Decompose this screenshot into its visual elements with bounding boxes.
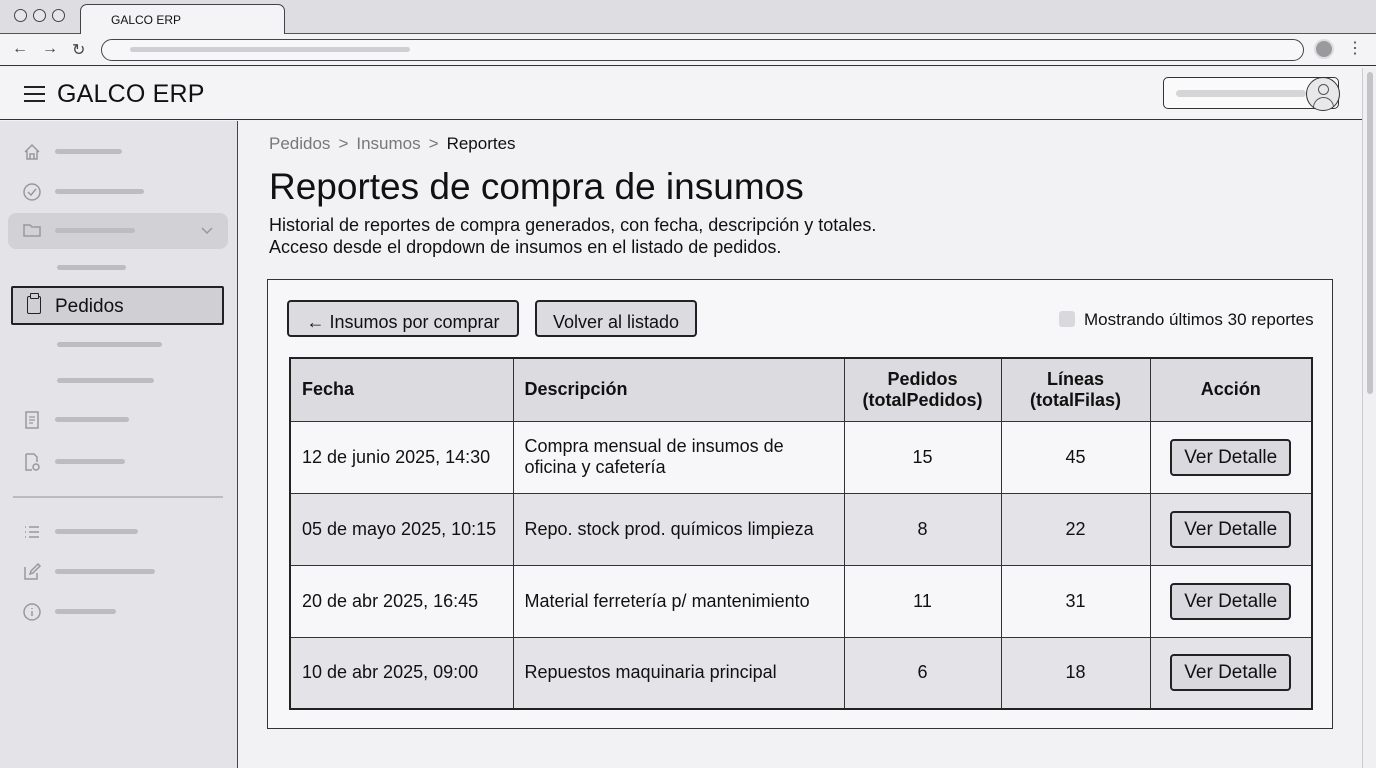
ver-detalle-button[interactable]: Ver Detalle [1170,511,1291,548]
edit-icon [22,562,42,582]
cell-descripcion: Repuestos maquinaria principal [513,637,844,709]
window-close-dot[interactable] [14,9,27,22]
sidebar-divider [13,496,223,498]
sidebar-subitem[interactable] [57,342,162,347]
browser-tab[interactable] [80,4,285,35]
url-input[interactable] [101,39,1304,61]
volver-al-listado-button[interactable]: Volver al listado [535,300,697,337]
browser-tab-title: GALCO ERP [111,13,182,27]
description-line-1: Historial de reportes de compra generados, con fecha, descripción y totales. [269,215,877,235]
table-header-row [290,358,1312,421]
cell-lineas: 18 [1001,637,1150,709]
ver-detalle-button[interactable]: Ver Detalle [1170,583,1291,620]
table-row [290,565,1312,637]
header-pedidos: Pedidos (totalPedidos) [844,358,1001,421]
folder-icon [22,220,42,240]
cell-pedidos: 6 [844,637,1001,709]
list-icon [22,522,42,542]
user-menu[interactable] [1163,77,1339,109]
cell-accion [1150,637,1312,709]
cell-descripcion: Compra mensual de insumos de oficina y cafetería [513,421,844,493]
breadcrumb-pedidos[interactable]: Pedidos [269,134,331,153]
table-row [290,493,1312,565]
insumos-por-comprar-button[interactable]: ← Insumos por comprar [287,300,519,337]
page-title: Reportes de compra de insumos [269,166,804,207]
showing-label: Mostrando últimos 30 reportes [1084,310,1314,329]
window-maximize-dot[interactable] [52,9,65,22]
browser-tab-bar [0,0,1376,34]
sidebar-group-folder[interactable] [8,213,228,249]
sidebar [0,121,238,768]
sidebar-item-label: Pedidos [55,296,124,317]
avatar[interactable] [1306,77,1340,111]
cell-fecha: 20 de abr 2025, 16:45 [290,565,513,637]
cell-fecha: 05 de mayo 2025, 10:15 [290,493,513,565]
cell-pedidos: 11 [844,565,1001,637]
cell-accion [1150,565,1312,637]
sidebar-item-pedidos[interactable] [11,286,224,325]
header-accion: Acción [1150,358,1312,421]
file-settings-icon [22,452,42,472]
description-line-2: Acceso desde el dropdown de insumos en el listado de pedidos. [269,237,782,257]
cell-lineas: 22 [1001,493,1150,565]
address-bar [0,34,1376,66]
user-name-placeholder [1176,90,1306,97]
app-title: GALCO ERP [57,80,205,108]
breadcrumb-insumos[interactable]: Insumos [356,134,421,153]
page-description [269,214,876,258]
cell-fecha: 12 de junio 2025, 14:30 [290,421,513,493]
url-placeholder-bar [130,47,410,52]
hamburger-menu-icon[interactable] [24,86,45,102]
clipboard-icon [27,296,41,314]
browser-profile-icon[interactable] [1314,39,1334,59]
header-lineas: Líneas (totalFilas) [1001,358,1150,421]
cell-accion [1150,493,1312,565]
reports-card [267,279,1333,729]
scrollbar[interactable] [1362,68,1376,768]
cell-descripcion: Repo. stock prod. químicos limpieza [513,493,844,565]
cell-descripcion: Material ferretería p/ mantenimiento [513,565,844,637]
header-fecha: Fecha [290,358,513,421]
info-icon [22,602,42,622]
sidebar-subitem[interactable] [57,378,154,383]
check-circle-icon [22,182,42,202]
reports-table [289,357,1313,710]
home-icon [22,142,42,162]
cell-lineas: 45 [1001,421,1150,493]
cell-fecha: 10 de abr 2025, 09:00 [290,637,513,709]
cell-lineas: 31 [1001,565,1150,637]
showing-checkbox[interactable] [1059,311,1075,327]
sidebar-subitem[interactable] [57,265,126,270]
document-icon [22,410,42,430]
header-descripcion: Descripción [513,358,844,421]
forward-arrow-icon[interactable]: → [42,40,58,57]
breadcrumb: Pedidos > Insumos > Reportes [269,134,516,153]
reload-icon[interactable]: ↻ [72,42,86,59]
table-row [290,637,1312,709]
showing-indicator [1059,310,1314,330]
cell-accion [1150,421,1312,493]
ver-detalle-button[interactable]: Ver Detalle [1170,654,1291,691]
cell-pedidos: 15 [844,421,1001,493]
ver-detalle-button[interactable]: Ver Detalle [1170,439,1291,476]
breadcrumb-current: Reportes [446,134,516,153]
back-arrow-icon[interactable]: ← [12,40,28,57]
browser-menu-icon[interactable]: ⋮ [1347,40,1363,57]
chevron-down-icon [200,225,214,237]
cell-pedidos: 8 [844,493,1001,565]
table-row [290,421,1312,493]
app-header [0,68,1362,120]
window-minimize-dot[interactable] [33,9,46,22]
scrollbar-thumb[interactable] [1367,72,1373,394]
